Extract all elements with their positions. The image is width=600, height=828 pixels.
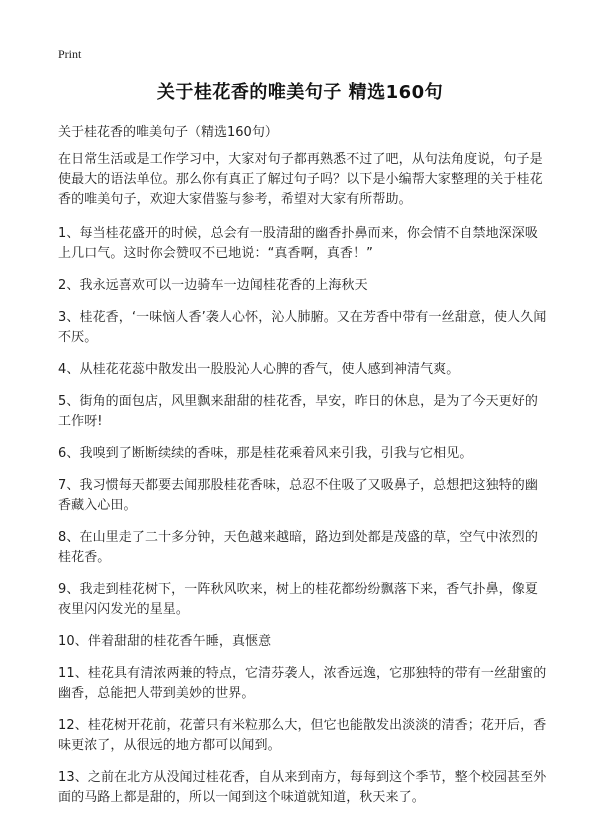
sentence-item: 4、从桂花花蕊中散发出一股股沁人心脾的香气，使人感到神清气爽。 [58, 362, 460, 377]
sentence-item: 12、桂花树开花前，花蕾只有米粒那么大，但它也能散发出淡淡的清香；花开后，香味更浓了，从很远的地方都可以闻到。 [58, 718, 547, 753]
sentence-item: 2、我永远喜欢可以一边骑车一边闻桂花香的上海秋天 [58, 278, 368, 293]
sentence-item: 7、我习惯每天都要去闻那股桂花香味，总忍不住吸了又吸鼻子，总想把这独特的幽香藏入心田。 [58, 478, 538, 513]
sentence-item: 11、桂花具有清浓两兼的特点，它清芬袭人，浓香远逸，它那独特的带有一丝甜蜜的幽香，总能把人带到美妙的世界。 [58, 666, 547, 701]
sentence-item: 3、桂花香，‘一味恼人香’袭人心怀，沁人肺腑。又在芳香中带有一丝甜意，使人久闻不厌。 [58, 310, 547, 345]
subtitle: 关于桂花香的唯美句子（精选160句） [58, 125, 278, 140]
sentence-item: 9、我走到桂花树下，一阵秋风吹来，树上的桂花都纷纷飘落下来，香气扑鼻，像夏夜里闪闪发光的星星。 [58, 582, 538, 617]
sentence-item: 6、我嗅到了断断续续的香味，那是桂花乘着风来引我，引我与它相见。 [58, 446, 473, 461]
sentence-item: 10、伴着甜甜的桂花香午睡，真惬意 [58, 634, 272, 649]
article-body [58, 150, 550, 820]
sentence-item: 13、之前在北方从没闻过桂花香，自从来到南方，每每到这个季节，整个校园甚至外面的马路上都是甜的，所以一闻到这个味道就知道，秋天来了。 [58, 770, 547, 805]
sentence-item: 5、街角的面包店，风里飘来甜甜的桂花香，早安，昨日的休息，是为了今天更好的工作呀! [58, 394, 538, 429]
sentence-item: 1、每当桂花盛开的时候，总会有一股清甜的幽香扑鼻而来，你会情不自禁地深深吸上几口气。这时你会赞叹不已地说：“真香啊，真香！” [58, 226, 538, 261]
page-title: 关于桂花香的唯美句子 精选160句 [156, 82, 444, 103]
intro-paragraph: 在日常生活或是工作学习中，大家对句子都再熟悉不过了吧，从句法角度说，句子是使最大的语法单位。那么你有真正了解过句子吗？以下是小编帮大家整理的关于桂花香的唯美句子，欢迎大家借鉴与参考，希望对大家有所帮助。 [58, 152, 543, 207]
sentence-item: 8、在山里走了二十多分钟，天色越来越暗，路边到处都是茂盛的草，空气中浓烈的桂花香。 [58, 530, 538, 565]
print-link[interactable]: Print [58, 47, 82, 61]
